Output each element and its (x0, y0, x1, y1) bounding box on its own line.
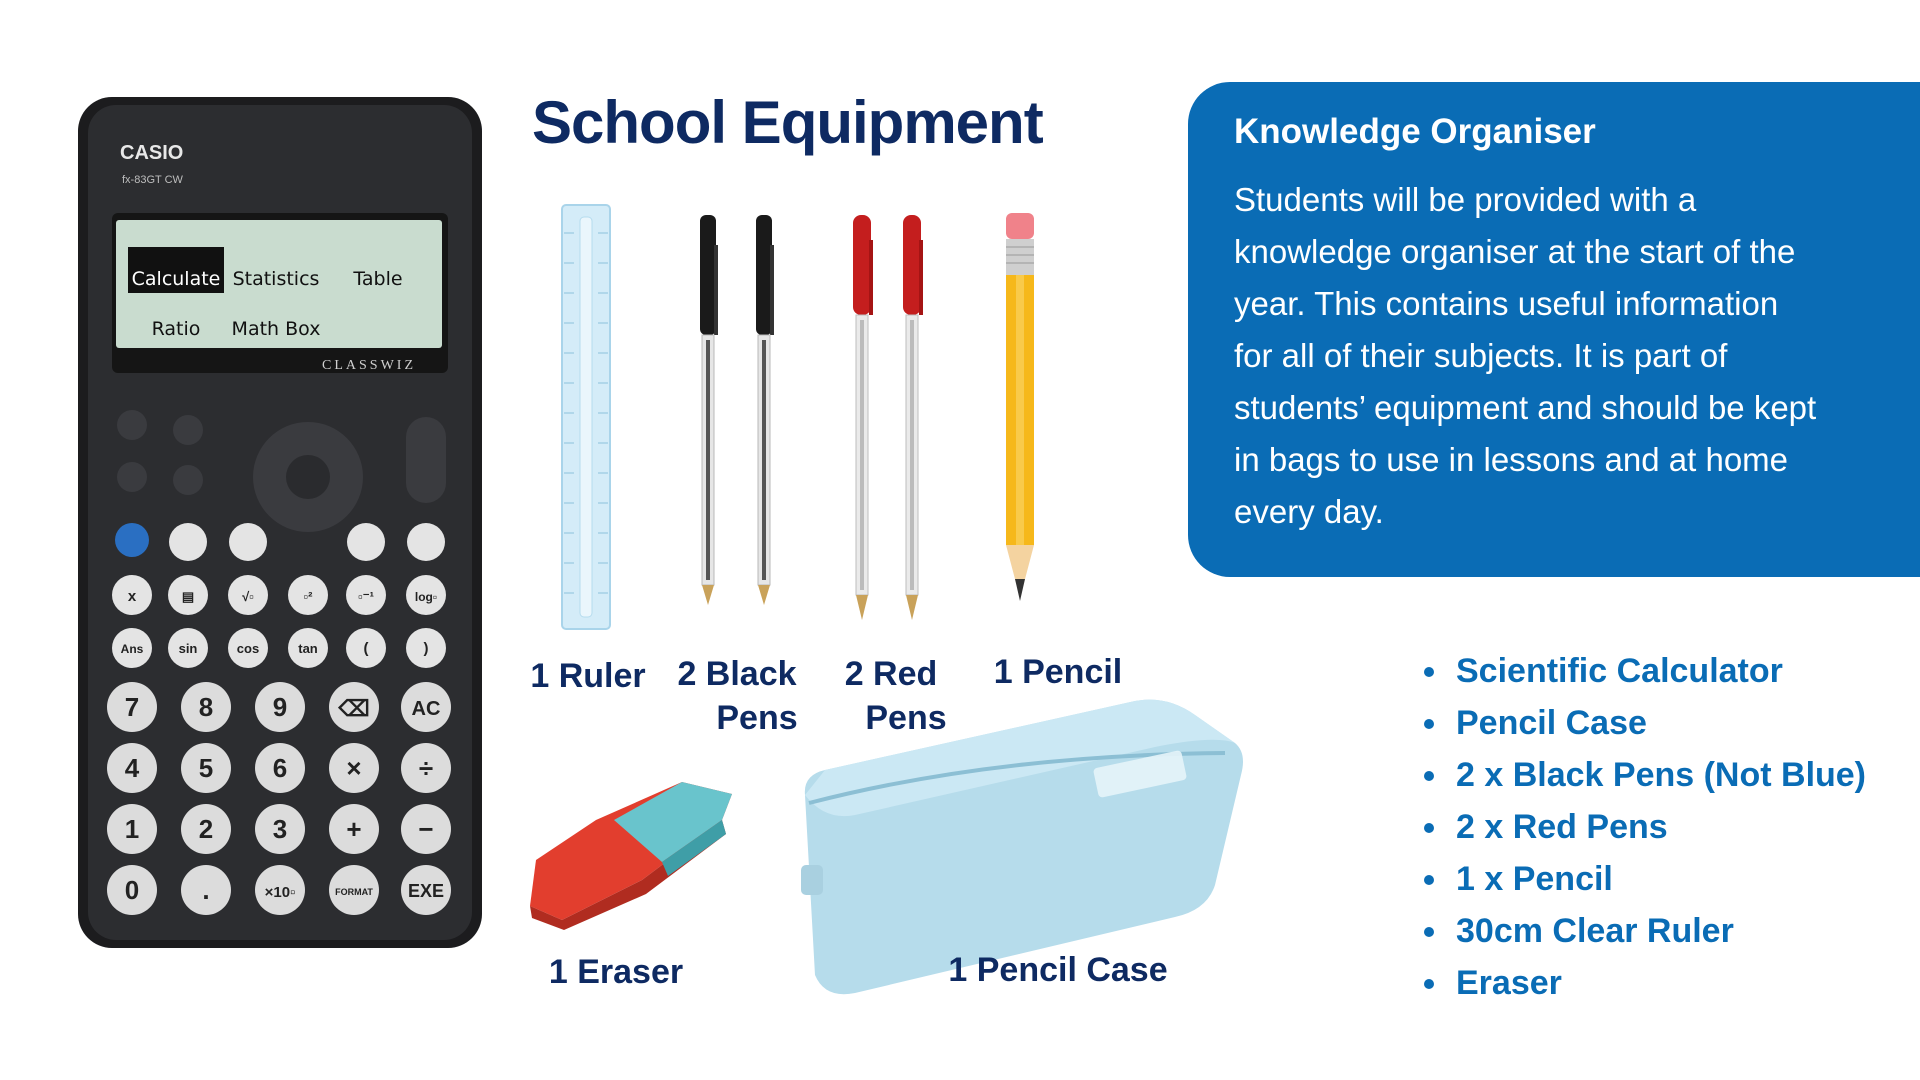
svg-text:sin: sin (178, 641, 198, 656)
pencil-image (1003, 213, 1037, 605)
black-pens-label-line1: 2 Black (677, 655, 797, 693)
list-item: Scientific Calculator (1420, 645, 1866, 697)
svg-text:cos: cos (236, 641, 260, 656)
equipment-list (1420, 645, 1866, 1009)
red-pens-label-line1: 2 Red (844, 655, 938, 693)
svg-text:EXE: EXE (407, 881, 445, 901)
svg-text:▫²: ▫² (303, 589, 313, 604)
svg-text:Table: Table (353, 268, 403, 290)
list-item: Eraser (1420, 957, 1866, 1009)
svg-text:√▫: √▫ (242, 589, 254, 604)
pencil-label: 1 Pencil (993, 653, 1123, 691)
svg-text:×10▫: ×10▫ (264, 884, 296, 901)
svg-text:tan: tan (298, 641, 318, 656)
eraser-label: 1 Eraser (548, 953, 684, 991)
svg-text:▤: ▤ (181, 589, 195, 604)
red-pens-label-line2: Pens (865, 699, 947, 737)
calculator-image (76, 95, 484, 950)
svg-text:Calculate: Calculate (131, 268, 221, 290)
svg-text:.: . (202, 875, 210, 905)
svg-text:Math Box: Math Box (231, 318, 321, 340)
svg-text:6: 6 (272, 753, 288, 783)
list-item: 30cm Clear Ruler (1420, 905, 1866, 957)
svg-text:FORMAT: FORMAT (335, 887, 373, 897)
page-title: School Equipment (532, 89, 1043, 156)
knowledge-organiser-text (1234, 174, 1854, 538)
svg-text:3: 3 (272, 814, 288, 844)
svg-text:7: 7 (124, 692, 140, 722)
svg-text:AC: AC (411, 698, 441, 720)
knowledge-organiser-line: in bags to use in lessons and at home (1234, 441, 1789, 478)
knowledge-organiser-line: students’ equipment and should be kept (1234, 389, 1817, 426)
knowledge-organiser-line: year. This contains useful information (1234, 285, 1779, 322)
knowledge-organiser-title: Knowledge Organiser (1234, 112, 1596, 151)
list-item: 2 x Black Pens (Not Blue) (1420, 749, 1866, 801)
knowledge-organiser-line: Students will be provided with a (1234, 181, 1697, 218)
svg-text:9: 9 (272, 692, 288, 722)
svg-text:+: + (346, 814, 362, 844)
list-item: 1 x Pencil (1420, 853, 1866, 905)
knowledge-organiser-line: for all of their subjects. It is part of (1234, 337, 1728, 374)
list-item: Pencil Case (1420, 697, 1866, 749)
black-pens-label (670, 652, 804, 740)
svg-text:x: x (127, 588, 137, 605)
black-pens-image (690, 215, 790, 610)
svg-text:0: 0 (124, 875, 140, 905)
svg-text:5: 5 (198, 753, 214, 783)
calculator-brand: CASIO (120, 142, 184, 164)
knowledge-organiser-line: knowledge organiser at the start of the (1234, 233, 1796, 270)
svg-text:): ) (423, 640, 429, 657)
ruler-image (558, 203, 614, 633)
black-pens-label-line2: Pens (716, 699, 798, 737)
svg-text:÷: ÷ (418, 753, 434, 783)
svg-text:4: 4 (124, 753, 140, 783)
svg-text:2: 2 (198, 814, 214, 844)
calculator-series: CLASSWIZ (322, 358, 416, 373)
eraser-image (522, 780, 734, 930)
calculator-model: fx-83GT CW (122, 174, 183, 186)
red-pens-image (845, 215, 945, 625)
knowledge-organiser-panel (1188, 82, 1920, 577)
svg-text:Ratio: Ratio (151, 318, 201, 340)
svg-text:Statistics: Statistics (232, 268, 320, 290)
svg-text:⌫: ⌫ (338, 696, 370, 721)
svg-text:▫⁻¹: ▫⁻¹ (358, 589, 374, 604)
svg-text:8: 8 (198, 692, 214, 722)
svg-text:−: − (418, 814, 434, 844)
svg-text:1: 1 (124, 814, 140, 844)
list-item: 2 x Red Pens (1420, 801, 1866, 853)
pencil-case-label: 1 Pencil Case (948, 951, 1168, 989)
svg-text:(: ( (363, 640, 369, 657)
knowledge-organiser-line: every day. (1234, 493, 1384, 530)
svg-text:Ans: Ans (120, 642, 144, 656)
svg-text:×: × (346, 753, 362, 783)
svg-text:log▫: log▫ (414, 590, 438, 604)
ruler-label: 1 Ruler (530, 657, 646, 695)
